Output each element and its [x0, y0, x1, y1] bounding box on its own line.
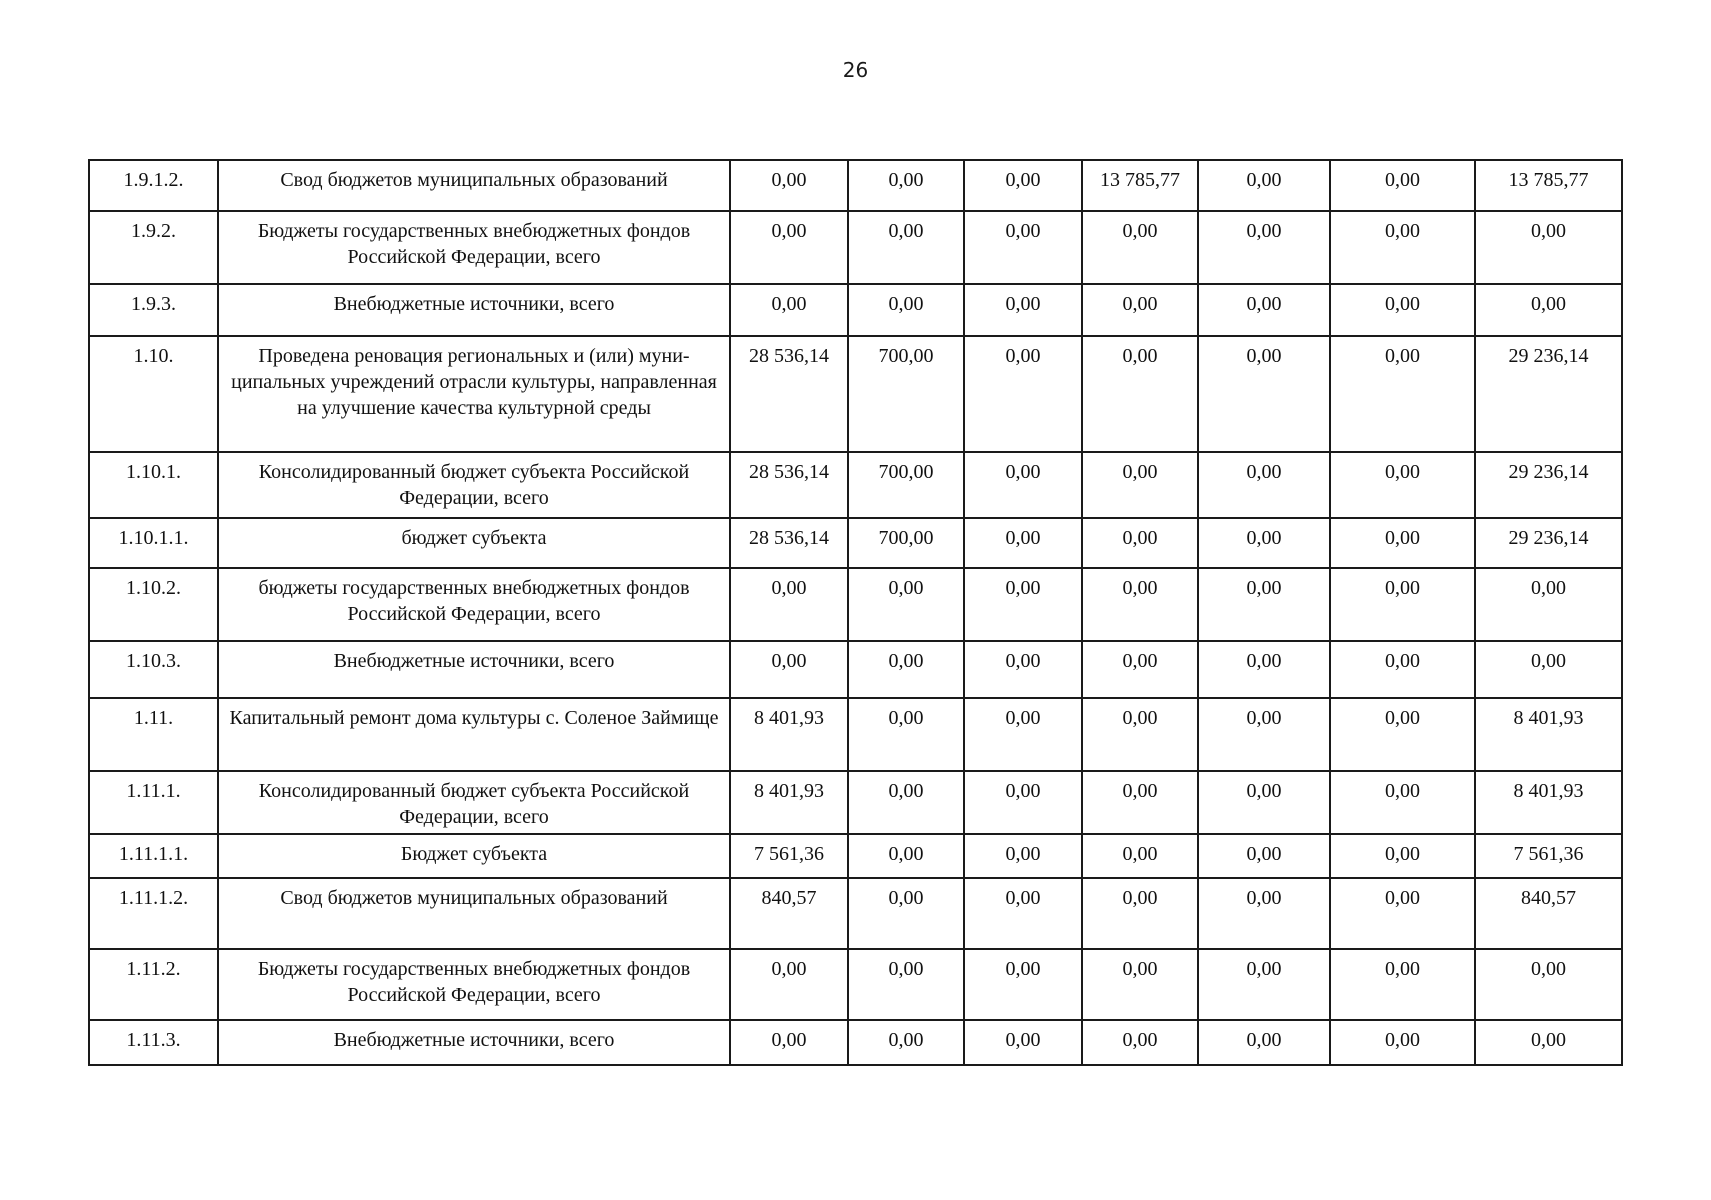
- value-cell-col-3: 0,00: [964, 698, 1082, 771]
- value-cell-col-1: 0,00: [730, 211, 848, 284]
- value-cell-col-6: 0,00: [1330, 949, 1475, 1020]
- row-code: 1.10.3.: [89, 641, 218, 698]
- value-cell-col-2: 0,00: [848, 160, 964, 211]
- row-code: 1.10.1.1.: [89, 518, 218, 568]
- table-row: [89, 452, 1622, 518]
- value-cell-col-2: 0,00: [848, 949, 964, 1020]
- row-name: Внебюджетные источники, всего: [218, 641, 730, 698]
- budget-table: [88, 159, 1623, 1066]
- value-cell-col-4: 0,00: [1082, 211, 1198, 284]
- table-row: [89, 160, 1622, 211]
- value-cell-col-3: 0,00: [964, 518, 1082, 568]
- table-row: [89, 1020, 1622, 1065]
- value-cell-col-5: 0,00: [1198, 284, 1330, 336]
- value-cell-col-7: 13 785,77: [1475, 160, 1622, 211]
- value-cell-col-3: 0,00: [964, 878, 1082, 949]
- value-cell-col-6: 0,00: [1330, 518, 1475, 568]
- value-cell-col-4: 0,00: [1082, 452, 1198, 518]
- value-cell-col-5: 0,00: [1198, 698, 1330, 771]
- value-cell-col-1: 0,00: [730, 949, 848, 1020]
- value-cell-col-7: 0,00: [1475, 1020, 1622, 1065]
- row-code: 1.11.1.: [89, 771, 218, 834]
- value-cell-col-5: 0,00: [1198, 1020, 1330, 1065]
- value-cell-col-1: 0,00: [730, 568, 848, 641]
- value-cell-col-4: 0,00: [1082, 698, 1198, 771]
- table-row: [89, 211, 1622, 284]
- value-cell-col-4: 0,00: [1082, 284, 1198, 336]
- table-body: [89, 160, 1622, 1065]
- value-cell-col-7: 29 236,14: [1475, 452, 1622, 518]
- row-code: 1.9.3.: [89, 284, 218, 336]
- table-row: [89, 771, 1622, 834]
- value-cell-col-5: 0,00: [1198, 336, 1330, 452]
- value-cell-col-2: 0,00: [848, 284, 964, 336]
- value-cell-col-6: 0,00: [1330, 834, 1475, 878]
- value-cell-col-7: 840,57: [1475, 878, 1622, 949]
- value-cell-col-6: 0,00: [1330, 568, 1475, 641]
- row-name: Консолидированный бюджет субъекта Российской Федерации, всего: [218, 452, 730, 518]
- value-cell-col-5: 0,00: [1198, 641, 1330, 698]
- value-cell-col-5: 0,00: [1198, 834, 1330, 878]
- value-cell-col-6: 0,00: [1330, 878, 1475, 949]
- value-cell-col-5: 0,00: [1198, 452, 1330, 518]
- value-cell-col-1: 0,00: [730, 1020, 848, 1065]
- value-cell-col-5: 0,00: [1198, 949, 1330, 1020]
- table-row: [89, 949, 1622, 1020]
- value-cell-col-7: 0,00: [1475, 568, 1622, 641]
- value-cell-col-3: 0,00: [964, 568, 1082, 641]
- row-name: Свод бюджетов муниципальных образований: [218, 160, 730, 211]
- value-cell-col-3: 0,00: [964, 641, 1082, 698]
- value-cell-col-4: 0,00: [1082, 1020, 1198, 1065]
- value-cell-col-3: 0,00: [964, 211, 1082, 284]
- row-name: бюджет субъекта: [218, 518, 730, 568]
- value-cell-col-4: 13 785,77: [1082, 160, 1198, 211]
- row-name: Капитальный ремонт дома культуры с. Соленое Займище: [218, 698, 730, 771]
- value-cell-col-4: 0,00: [1082, 568, 1198, 641]
- value-cell-col-6: 0,00: [1330, 211, 1475, 284]
- value-cell-col-4: 0,00: [1082, 949, 1198, 1020]
- value-cell-col-3: 0,00: [964, 949, 1082, 1020]
- row-name: Свод бюджетов муниципальных образований: [218, 878, 730, 949]
- value-cell-col-1: 28 536,14: [730, 518, 848, 568]
- row-code: 1.9.2.: [89, 211, 218, 284]
- table-row: [89, 518, 1622, 568]
- value-cell-col-2: 0,00: [848, 698, 964, 771]
- table-row: [89, 641, 1622, 698]
- row-code: 1.10.2.: [89, 568, 218, 641]
- value-cell-col-7: 0,00: [1475, 284, 1622, 336]
- value-cell-col-4: 0,00: [1082, 641, 1198, 698]
- value-cell-col-2: 700,00: [848, 452, 964, 518]
- row-name: Внебюджетные источники, всего: [218, 1020, 730, 1065]
- row-code: 1.9.1.2.: [89, 160, 218, 211]
- value-cell-col-6: 0,00: [1330, 160, 1475, 211]
- value-cell-col-6: 0,00: [1330, 1020, 1475, 1065]
- value-cell-col-2: 700,00: [848, 336, 964, 452]
- table-row: [89, 878, 1622, 949]
- value-cell-col-6: 0,00: [1330, 771, 1475, 834]
- row-name: Бюджеты государственных внебюджетных фондов Российской Федерации, всего: [218, 211, 730, 284]
- table-row: [89, 698, 1622, 771]
- value-cell-col-7: 0,00: [1475, 641, 1622, 698]
- value-cell-col-7: 29 236,14: [1475, 336, 1622, 452]
- row-code: 1.11.2.: [89, 949, 218, 1020]
- value-cell-col-5: 0,00: [1198, 771, 1330, 834]
- value-cell-col-3: 0,00: [964, 284, 1082, 336]
- row-name: Консолидированный бюджет субъекта Российской Федерации, всего: [218, 771, 730, 834]
- value-cell-col-2: 0,00: [848, 1020, 964, 1065]
- value-cell-col-1: 840,57: [730, 878, 848, 949]
- table-row: [89, 834, 1622, 878]
- value-cell-col-7: 29 236,14: [1475, 518, 1622, 568]
- value-cell-col-6: 0,00: [1330, 284, 1475, 336]
- value-cell-col-3: 0,00: [964, 1020, 1082, 1065]
- table-row: [89, 336, 1622, 452]
- row-name: Бюджет субъекта: [218, 834, 730, 878]
- value-cell-col-7: 8 401,93: [1475, 771, 1622, 834]
- value-cell-col-2: 0,00: [848, 568, 964, 641]
- row-code: 1.10.1.: [89, 452, 218, 518]
- value-cell-col-1: 8 401,93: [730, 698, 848, 771]
- value-cell-col-5: 0,00: [1198, 878, 1330, 949]
- row-code: 1.10.: [89, 336, 218, 452]
- value-cell-col-7: 8 401,93: [1475, 698, 1622, 771]
- value-cell-col-3: 0,00: [964, 771, 1082, 834]
- value-cell-col-4: 0,00: [1082, 518, 1198, 568]
- value-cell-col-2: 0,00: [848, 771, 964, 834]
- value-cell-col-5: 0,00: [1198, 160, 1330, 211]
- value-cell-col-3: 0,00: [964, 834, 1082, 878]
- table-row: [89, 568, 1622, 641]
- row-code: 1.11.1.2.: [89, 878, 218, 949]
- value-cell-col-5: 0,00: [1198, 211, 1330, 284]
- value-cell-col-1: 0,00: [730, 160, 848, 211]
- value-cell-col-1: 28 536,14: [730, 452, 848, 518]
- value-cell-col-6: 0,00: [1330, 452, 1475, 518]
- row-name: Проведена реновация региональных и (или) муни-ципальных учреждений отрасли культуры, направленная на улучшение качества культурной среды: [218, 336, 730, 452]
- value-cell-col-1: 8 401,93: [730, 771, 848, 834]
- table-row: [89, 284, 1622, 336]
- value-cell-col-5: 0,00: [1198, 518, 1330, 568]
- value-cell-col-3: 0,00: [964, 336, 1082, 452]
- row-code: 1.11.3.: [89, 1020, 218, 1065]
- value-cell-col-2: 0,00: [848, 641, 964, 698]
- value-cell-col-7: 0,00: [1475, 211, 1622, 284]
- value-cell-col-4: 0,00: [1082, 771, 1198, 834]
- value-cell-col-2: 0,00: [848, 211, 964, 284]
- value-cell-col-3: 0,00: [964, 160, 1082, 211]
- value-cell-col-1: 0,00: [730, 284, 848, 336]
- value-cell-col-5: 0,00: [1198, 568, 1330, 641]
- value-cell-col-6: 0,00: [1330, 641, 1475, 698]
- row-code: 1.11.1.1.: [89, 834, 218, 878]
- page-number: 26: [842, 58, 869, 82]
- value-cell-col-4: 0,00: [1082, 878, 1198, 949]
- value-cell-col-6: 0,00: [1330, 336, 1475, 452]
- value-cell-col-4: 0,00: [1082, 834, 1198, 878]
- value-cell-col-1: 28 536,14: [730, 336, 848, 452]
- value-cell-col-4: 0,00: [1082, 336, 1198, 452]
- row-name: бюджеты государственных внебюджетных фондов Российской Федерации, всего: [218, 568, 730, 641]
- row-name: Бюджеты государственных внебюджетных фондов Российской Федерации, всего: [218, 949, 730, 1020]
- value-cell-col-7: 0,00: [1475, 949, 1622, 1020]
- value-cell-col-2: 0,00: [848, 878, 964, 949]
- value-cell-col-2: 0,00: [848, 834, 964, 878]
- value-cell-col-1: 7 561,36: [730, 834, 848, 878]
- row-name: Внебюджетные источники, всего: [218, 284, 730, 336]
- value-cell-col-2: 700,00: [848, 518, 964, 568]
- value-cell-col-7: 7 561,36: [1475, 834, 1622, 878]
- value-cell-col-1: 0,00: [730, 641, 848, 698]
- value-cell-col-6: 0,00: [1330, 698, 1475, 771]
- row-code: 1.11.: [89, 698, 218, 771]
- value-cell-col-3: 0,00: [964, 452, 1082, 518]
